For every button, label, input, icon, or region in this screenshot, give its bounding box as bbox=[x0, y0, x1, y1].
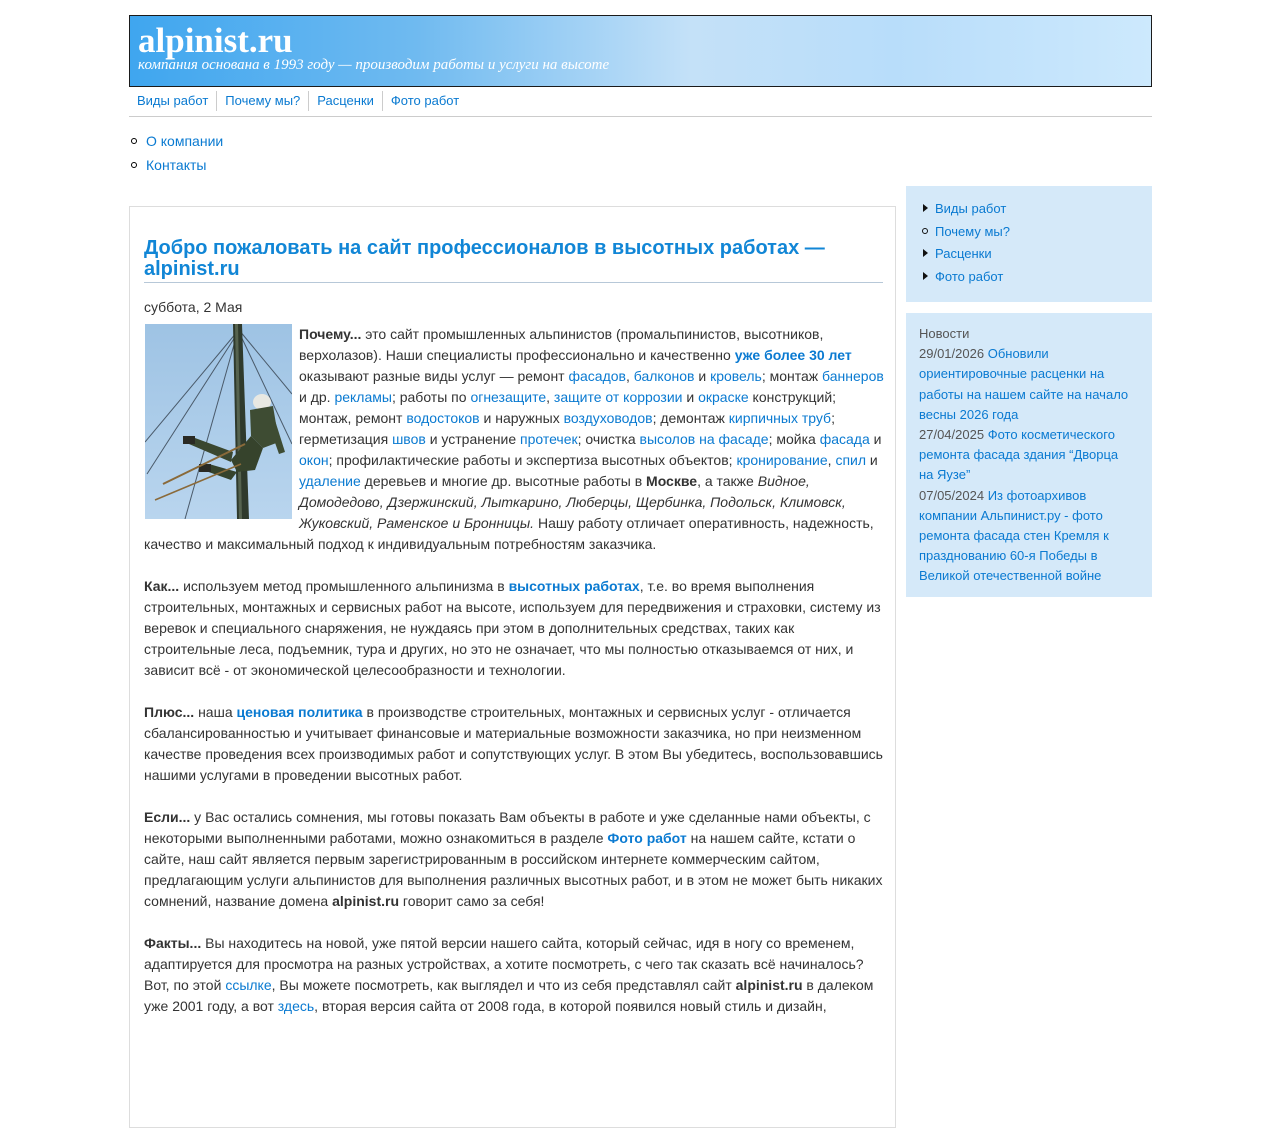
link-balconies[interactable]: балконов bbox=[633, 368, 695, 384]
nav-link-why-us[interactable]: Почему мы? bbox=[225, 93, 301, 108]
news-date: 29/01/2026 bbox=[919, 346, 985, 362]
article-body bbox=[144, 324, 884, 1038]
paragraph-how: Как... используем метод промышленного альпинизма в высотных работах, т.е. во время выполнения строительных, монтажных и сервисных работ на высоте, используем для передвижения и страховки, систему из веревок и специального снаряжения, не нуждаясь при этом в дополнительных средствах, таких как строительные леса, подъемник, тура и других, но это не означает, что мы полностью отказываемся от них, и зависит всё - от экономической целесообразности и технологии. bbox=[144, 578, 881, 678]
news-item bbox=[919, 425, 1134, 486]
contacts-link[interactable]: Контакты bbox=[146, 157, 207, 173]
secondary-nav bbox=[130, 131, 223, 179]
news-item bbox=[919, 344, 1134, 425]
news-heading: Новости bbox=[919, 326, 970, 341]
link-chimneys[interactable]: кирпичных труб bbox=[728, 410, 832, 426]
news-link[interactable]: Обновили ориентировочные расценки на работы на нашем сайте на начало весны 2026 года bbox=[919, 346, 1129, 422]
site-name-link[interactable]: alpinist.ru bbox=[138, 21, 293, 60]
link-price-policy[interactable]: ценовая политика bbox=[236, 704, 363, 720]
nav-link-services[interactable]: Виды работ bbox=[137, 93, 209, 108]
news-link[interactable]: Фото косметического ремонта фасада здания “Дворца на Яузе” bbox=[919, 427, 1119, 483]
link-facade-wash[interactable]: фасада bbox=[819, 431, 870, 447]
date-line: суббота, 2 Мая bbox=[144, 299, 243, 315]
link-corrosion[interactable]: защите от коррозии bbox=[553, 389, 683, 405]
link-photo-works[interactable]: Фото работ bbox=[607, 830, 687, 846]
link-seams[interactable]: швов bbox=[392, 431, 426, 447]
secondary-item-contacts bbox=[130, 155, 223, 179]
link-high-works[interactable]: высотных работах bbox=[508, 578, 640, 594]
link-crowning[interactable]: кронирование bbox=[736, 452, 828, 468]
nav-link-prices[interactable]: Расценки bbox=[317, 93, 374, 108]
paragraph-facts: Факты... Вы находитесь на новой, уже пятой версии нашего сайта, который сейчас, идя в ногу со временем, адаптируется для просмотра на разных устройствах, а хотите посмотреть, с чего так сказать всё начиналось? Вот, по этой ссылке, Вы можете посмотреть, как выглядел и что из себя представлял сайт alpinist.ru в далеком уже 2001 году, а вот здесь, вторая версия сайта от 2008 года, в которой появился новый стиль и дизайн, bbox=[144, 935, 874, 1014]
sidebar-item-services bbox=[935, 200, 1152, 223]
news-block bbox=[906, 313, 1152, 597]
sidebar-item-why-us bbox=[935, 223, 1152, 246]
sidebar-item-photos bbox=[935, 268, 1152, 291]
link-leaks[interactable]: протечек bbox=[520, 431, 578, 447]
link-roofs[interactable]: кровель bbox=[710, 368, 762, 384]
nav-link-photos[interactable]: Фото работ bbox=[390, 93, 460, 108]
sidebar-link-prices[interactable]: Расценки bbox=[935, 246, 992, 262]
link-ads[interactable]: рекламы bbox=[334, 389, 392, 405]
sidebar-link-photos[interactable]: Фото работ bbox=[935, 269, 1004, 285]
link-drains[interactable]: водостоков bbox=[406, 410, 480, 426]
years-link[interactable]: уже более 30 лет bbox=[734, 347, 852, 363]
paragraph-plus: Плюс... наша ценовая политика в производстве строительных, монтажных и сервисных услуг - отличается сбалансированностью и учитывает финансовые и материальные возможности заказчика, но при неизменном качестве проведения всех производимых работ и сопутствующих услуг. В этом Вы убедитесь, воспользовавшись нашими услугами в проведении высотных работ. bbox=[144, 704, 883, 783]
link-painting[interactable]: окраске bbox=[698, 389, 749, 405]
link-efflorescence[interactable]: высолов на фасаде bbox=[639, 431, 769, 447]
news-date: 07/05/2024 bbox=[919, 487, 985, 503]
link-windows[interactable]: окон bbox=[299, 452, 329, 468]
link-banners[interactable]: баннеров bbox=[822, 368, 884, 384]
link-old-site-2008[interactable]: здесь bbox=[277, 998, 315, 1014]
paragraph-why: Почему... это сайт промышленных альпинистов (промальпинистов, высотников, верхолазов). Наши специалисты профессионально и качественно уже более 30 лет оказывают разные виды услуг — ремонт фасадов, балконов и кровель; монтаж баннеров и др. рекламы; работы по огнезащите, защите от коррозии и окраске конструкций; монтаж, ремонт водостоков и наружных воздуховодов; демонтаж кирпичных труб; герметизация швов и устранение протечек; очистка высолов на фасаде; мойка фасада и окон; профилактические работы и экспертиза высотных объектов; кронирование, спил и удаление деревьев и многие др. высотные работы в Москве, а также Видное, Домодедово, Дзержинский, Лыткарино, Люберцы, Щербинка, Подольск, Климовск, Жуковский, Раменское и Бронницы. Нашу работу отличает оперативность, надежность, качество и максимальный подход к индивидуальным потребностям заказчика. bbox=[144, 326, 884, 552]
sidebar-menu bbox=[906, 186, 1152, 302]
paragraph-if: Если... у Вас остались сомнения, мы готовы показать Вам объекты в работе и уже сделанные нами объекты, с некоторыми выполненными работами, можно ознакомиться в разделе Фото работ на нашем сайте, кстати о сайте, наш сайт является первым зарегистрированным в российском интернете коммерческим сайтом, предлагающим услуги альпинистов для выполнения различных высотных работ, и в этом не может быть никаких сомнений, название домена alpinist.ru говорит само за себя! bbox=[144, 809, 883, 909]
main-content bbox=[129, 206, 896, 1128]
site-slogan: компания основана в 1993 году — производим работы и услуги на высоте bbox=[138, 57, 610, 73]
primary-nav bbox=[129, 91, 1152, 117]
site-header bbox=[129, 15, 1152, 87]
secondary-item-about bbox=[130, 131, 223, 155]
link-ducts[interactable]: воздуховодов bbox=[563, 410, 653, 426]
sidebar-item-prices bbox=[935, 245, 1152, 268]
news-date: 27/04/2025 bbox=[919, 427, 985, 443]
news-link[interactable]: Из фотоархивов компании Альпинист.ру - фото ремонта фасада стен Кремля к празднованию 60-я Победы в Великой отечественной войне bbox=[919, 487, 1109, 584]
sidebar-link-why-us[interactable]: Почему мы? bbox=[935, 223, 1010, 239]
sidebar-link-services[interactable]: Виды работ bbox=[935, 201, 1007, 216]
news-item bbox=[919, 486, 1134, 587]
link-old-site-2001[interactable]: ссылке bbox=[225, 977, 272, 993]
link-facades[interactable]: фасадов bbox=[568, 368, 626, 384]
page-title: Добро пожаловать на сайт профессионалов в высотных работах — alpinist.ru bbox=[144, 238, 883, 283]
link-fireproof[interactable]: огнезащите bbox=[470, 389, 547, 405]
link-cutting[interactable]: спил bbox=[835, 452, 867, 468]
about-link[interactable]: О компании bbox=[146, 133, 224, 149]
link-removal[interactable]: удаление bbox=[299, 473, 361, 489]
